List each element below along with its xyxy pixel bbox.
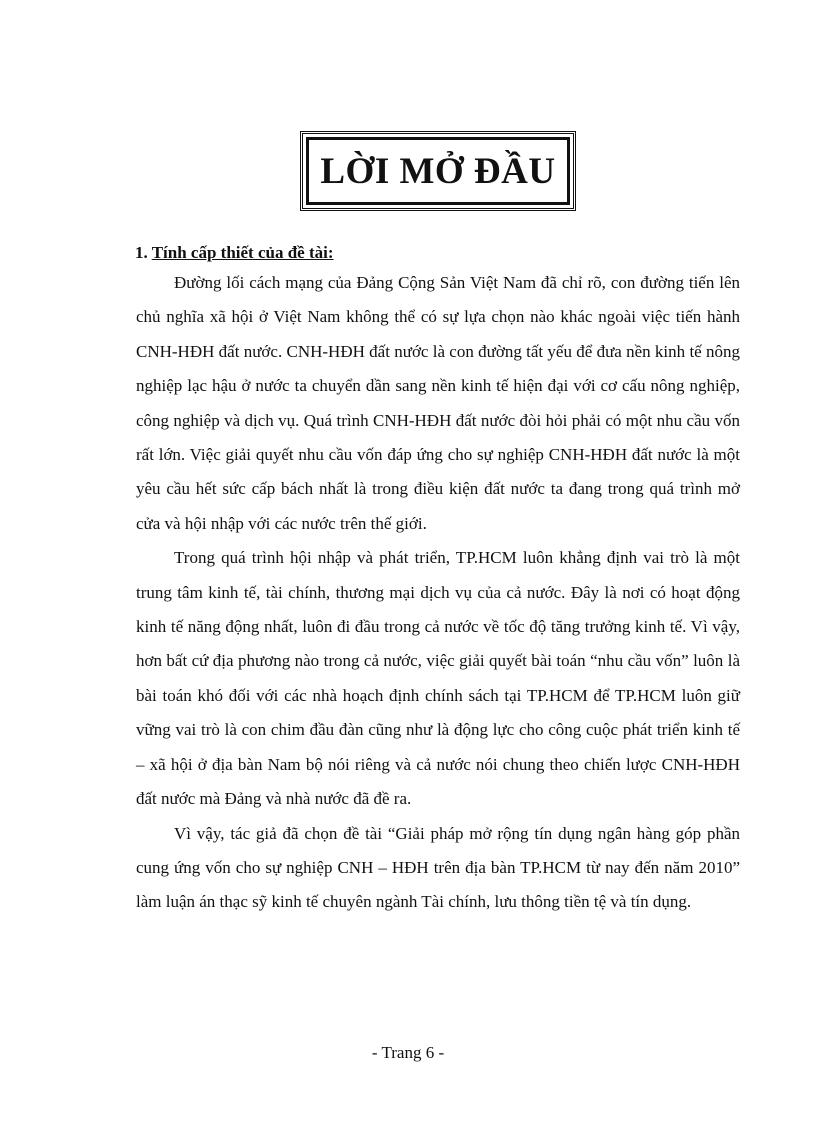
paragraph: Trong quá trình hội nhập và phát triển, TP.HCM luôn khẳng định vai trò là một trung tâm kinh tế, tài chính, thương mại dịch vụ của cả nước. Đây là nơi có hoạt động kinh tế năng động nhất, luôn đi đầu trong cả nước về tốc độ tăng trưởng kinh tế. Vì vậy, hơn bất cứ địa phương nào trong cả nước, việc giải quyết bài toán “nhu cầu vốn” luôn là bài toán khó đối với các nhà hoạch định chính sách tại TP.HCM để TP.HCM luôn giữ vững vai trò là con chim đầu đàn cũng như là động lực cho công cuộc phát triển kinh tế – xã hội ở địa bàn Nam bộ nói riêng và cả nước nói chung theo chiến lược CNH-HĐH đất nước mà Đảng và nhà nước đã đề ra. [136,548,740,809]
page-number: - Trang 6 - [371,1043,445,1062]
body-text [136,266,740,920]
paragraph: Vì vậy, tác giả đã chọn đề tài “Giải pháp mở rộng tín dụng ngân hàng góp phần cung ứng vốn cho sự nghiệp CNH – HĐH trên địa bàn TP.HCM từ nay đến năm 2010” làm luận án thạc sỹ kinh tế chuyên ngành Tài chính, lưu thông tiền tệ và tín dụng. [136,823,740,912]
section-number: 1. [135,243,148,262]
page-title: LỜI MỞ ĐẦU [320,150,556,192]
section-heading [135,243,334,263]
title-frame [300,131,576,211]
section-heading-label: Tính cấp thiết của đề tài: [151,243,334,262]
paragraph: Đường lối cách mạng của Đảng Cộng Sản Việt Nam đã chỉ rõ, con đường tiến lên chủ nghĩa xã hội ở Việt Nam không thể có sự lựa chọn nào khác ngoài việc tiến hành CNH-HĐH đất nước. CNH-HĐH đất nước là con đường tất yếu để đưa nền kinh tế nông nghiệp lạc hậu ở nước ta chuyển dần sang nền kinh tế hiện đại với cơ cấu nông nghiệp, công nghiệp và dịch vụ. Quá trình CNH-HĐH đất nước đòi hỏi phải có một nhu cầu vốn rất lớn. Việc giải quyết nhu cầu vốn đáp ứng cho sự nghiệp CNH-HĐH đất nước là một yêu cầu hết sức cấp bách nhất là trong điều kiện đất nước ta đang trong quá trình mở cửa và hội nhập với các nước trên thế giới. [136,273,740,533]
